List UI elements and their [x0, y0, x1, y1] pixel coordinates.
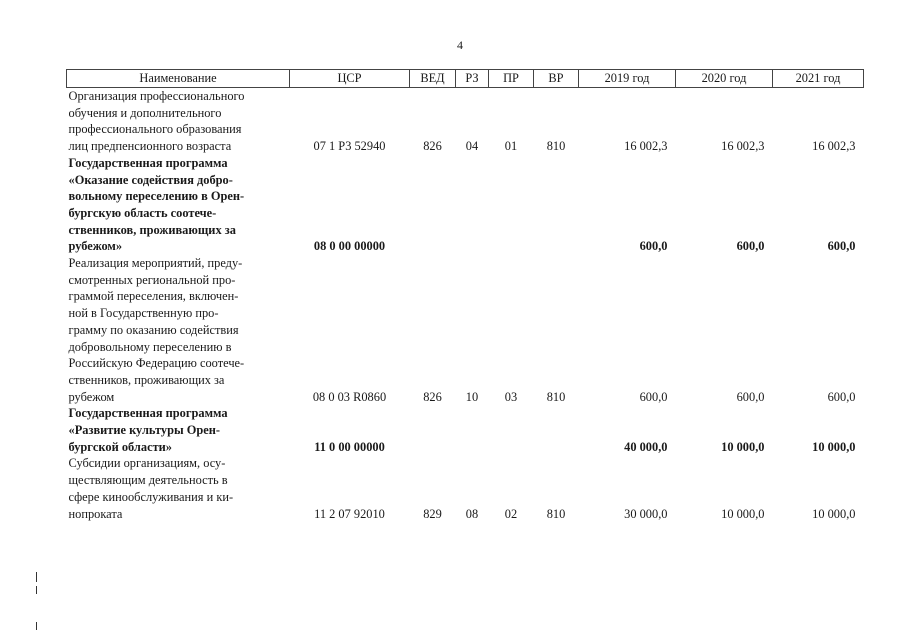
row-amount-2021: 10 000,0 — [812, 506, 856, 521]
row-csr: 08 0 03 R0860 — [312, 389, 387, 404]
row-name-line: нопроката — [68, 506, 123, 521]
row-name — [67, 155, 290, 255]
row-name-line: профессионального образования — [68, 122, 242, 137]
row-vr: 810 — [546, 506, 566, 521]
table-header-row — [67, 70, 864, 88]
row-name-line: Российскую Федерацию соотече- — [68, 356, 245, 371]
row-amount-2019: 16 002,3 — [624, 139, 668, 154]
page-number: 4 — [457, 38, 463, 52]
row-rz — [456, 405, 489, 455]
row-name-line: Организация профессионального — [68, 89, 245, 103]
table-body — [67, 88, 864, 523]
row-name-line: граммой переселения, включен- — [68, 289, 239, 304]
row-csr: 08 0 00 00000 — [313, 239, 386, 254]
row-csr: 11 2 07 92010 — [314, 506, 385, 521]
table-row — [67, 405, 864, 455]
row-name-line: бургскую область соотече- — [68, 205, 217, 220]
row-rz: 08 — [465, 506, 479, 521]
row-pr: 01 — [504, 139, 518, 154]
row-amount-2021: 600,0 — [827, 239, 856, 254]
row-name-line: Государственная программа — [68, 155, 228, 170]
header-2021: 2021 год — [773, 70, 864, 88]
row-name-line: смотренных региональной про- — [68, 272, 236, 287]
header-vr: ВР — [534, 70, 579, 88]
row-name-line: вольному переселению в Орен- — [68, 189, 245, 204]
header-ved: ВЕД — [410, 70, 456, 88]
row-pr — [489, 155, 534, 255]
row-name-line: обучения и дополнительного — [68, 105, 222, 120]
row-name-line: бургской области» — [68, 439, 172, 454]
row-name — [67, 255, 290, 405]
margin-mark — [36, 622, 37, 630]
row-rz — [456, 155, 489, 255]
row-name-line: «Оказание содействия добро- — [68, 172, 233, 187]
row-vr — [534, 405, 579, 455]
margin-mark — [36, 572, 37, 582]
row-name-line: лиц предпенсионного возраста — [68, 139, 232, 154]
row-amount-2019: 30 000,0 — [624, 506, 668, 521]
budget-table — [66, 69, 864, 522]
margin-mark — [36, 586, 37, 594]
table-row — [67, 88, 864, 155]
row-amount-2020: 600,0 — [736, 239, 765, 254]
row-amount-2019: 600,0 — [639, 389, 668, 404]
header-pr: ПР — [489, 70, 534, 88]
row-vr: 810 — [546, 389, 566, 404]
row-name-line: ществляющим деятельность в — [68, 473, 228, 488]
row-amount-2020: 16 002,3 — [721, 139, 765, 154]
row-name-line: Субсидии организациям, осу- — [68, 456, 226, 471]
header-name: Наименование — [67, 70, 290, 88]
row-name-line: Государственная программа — [68, 406, 228, 421]
row-ved: 826 — [423, 139, 442, 154]
row-amount-2019: 600,0 — [639, 239, 668, 254]
row-rz: 10 — [465, 389, 479, 404]
row-ved — [410, 155, 456, 255]
row-pr — [489, 405, 534, 455]
row-csr: 11 0 00 00000 — [314, 439, 385, 454]
row-csr: 07 1 P3 52940 — [313, 139, 386, 154]
row-name-line: добровольному переселению в — [68, 339, 232, 354]
row-amount-2019: 40 000,0 — [624, 439, 668, 454]
row-ved: 826 — [423, 389, 442, 404]
row-name — [67, 455, 290, 522]
header-rz: РЗ — [456, 70, 489, 88]
row-vr: 810 — [546, 139, 566, 154]
row-amount-2021: 16 002,3 — [812, 139, 856, 154]
row-amount-2021: 10 000,0 — [812, 439, 856, 454]
row-ved — [410, 405, 456, 455]
row-vr — [534, 155, 579, 255]
row-name-line: ственников, проживающих за — [68, 222, 236, 237]
row-amount-2020: 10 000,0 — [721, 506, 765, 521]
row-name — [67, 405, 290, 455]
row-name-line: грамму по оказанию содействия — [68, 322, 239, 337]
header-2019: 2019 год — [579, 70, 676, 88]
row-pr: 02 — [504, 506, 518, 521]
table-row — [67, 255, 864, 405]
row-name-line: ственников, проживающих за — [68, 372, 225, 387]
row-amount-2021: 600,0 — [827, 389, 856, 404]
row-pr: 03 — [504, 389, 518, 404]
row-name-line: «Развитие культуры Орен- — [68, 423, 221, 438]
row-name — [67, 88, 290, 155]
row-name-line: сфере кинообслуживания и ки- — [68, 489, 234, 504]
row-rz: 04 — [465, 139, 479, 154]
row-name-line: ной в Государственную про- — [68, 306, 219, 321]
table-row — [67, 155, 864, 255]
row-ved: 829 — [423, 506, 442, 521]
row-name-line: Реализация мероприятий, преду- — [68, 256, 243, 271]
header-2020: 2020 год — [676, 70, 773, 88]
table-row — [67, 455, 864, 522]
row-name-line: рубежом — [68, 389, 115, 404]
row-amount-2020: 600,0 — [736, 389, 765, 404]
header-csr: ЦСР — [290, 70, 410, 88]
row-name-line: рубежом» — [68, 239, 123, 254]
row-amount-2020: 10 000,0 — [721, 439, 765, 454]
